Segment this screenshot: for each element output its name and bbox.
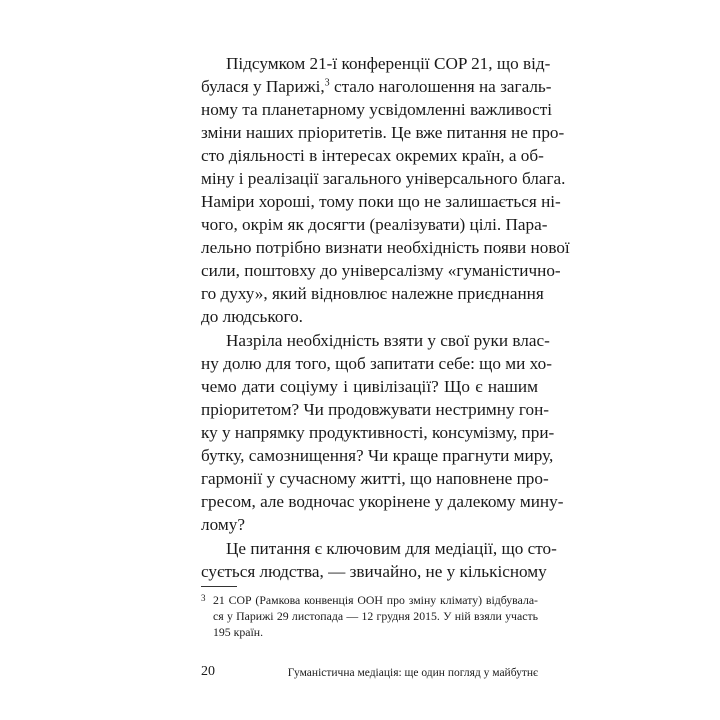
- text-line: бутку, самознищення? Чи краще прагнути миру,: [201, 446, 554, 465]
- text-line: міну і реалізації загального універсального блага.: [201, 169, 566, 188]
- text-line: булася у Парижі,$^3$ стало наголошення на загаль-: [201, 77, 552, 96]
- text-line: до людського.: [201, 307, 303, 326]
- text-line: гармонії у сучасному житті, що наповнене про-: [201, 469, 549, 488]
- text-line: ну долю для того, щоб запитати себе: що ми хо-: [201, 354, 552, 373]
- text-line: чого, окрім як досягти (реалізувати) цілі. Пара-: [201, 215, 548, 234]
- text-line: Наміри хороші, тому поки що не залишається ні-: [201, 192, 561, 211]
- footnote-line: ся у Парижі 29 листопада — 12 грудня 2015. У ній взяли участь: [213, 609, 538, 623]
- text-line: гресом, але водночас укорінене у далекому мину-: [201, 492, 564, 511]
- text-line: лому?: [201, 515, 245, 534]
- running-title: Гуманістична медіація: ще один погляд у майбутнє: [287, 667, 538, 679]
- text-line: ку у напрямку продуктивності, консумізму, при-: [201, 423, 555, 442]
- text-line: ному та планетарному усвідомленні важливості: [201, 100, 553, 119]
- text-line: сто діяльності в інтересах окремих країн, а об-: [201, 146, 544, 165]
- footnote-divider: [201, 586, 237, 587]
- footnote-line: 21 СОР (Рамкова конвенція ООН про зміну клімату) відбувала-: [213, 593, 538, 607]
- text-line: Підсумком 21-ї конференції COP 21, що від-: [226, 54, 551, 73]
- footnote-line: 195 країн.: [213, 625, 264, 639]
- text-line: Це питання є ключовим для медіації, що сто-: [226, 539, 557, 558]
- footnote-marker: 3: [201, 593, 206, 603]
- text-line: Назріла необхідність взяти у свої руки влас-: [226, 331, 550, 350]
- text-line: зміни наших пріоритетів. Це вже питання не про-: [201, 123, 565, 142]
- page-number: 20: [201, 664, 215, 679]
- footnote-reference[interactable]: 3: [324, 77, 330, 89]
- text-line: сується людства, — звичайно, не у кількісному: [201, 562, 547, 581]
- text-line: го духу», який відновлює належне приєднання: [201, 284, 544, 303]
- text-line: чемо дати соціуму і цивілізації? Що є нашим: [201, 377, 538, 396]
- text-line: лельно потрібно визнати необхідність появи нової: [201, 238, 570, 257]
- text-line: пріоритетом? Чи продовжувати нестримну гон-: [201, 400, 550, 419]
- text-line: сили, поштовху до універсалізму «гуманістично-: [201, 261, 561, 280]
